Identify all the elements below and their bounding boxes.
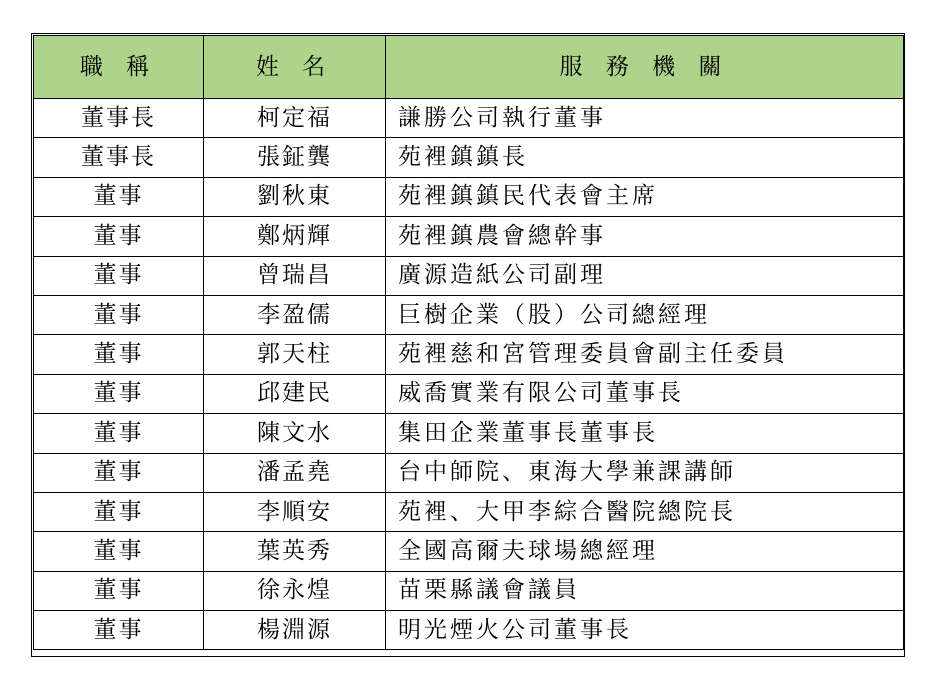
cell-name: 潘孟堯 <box>204 453 386 492</box>
cell-org: 全國高爾夫球場總經理 <box>386 532 904 571</box>
cell-title: 董事 <box>34 611 204 650</box>
cell-org: 苑裡、大甲李綜合醫院總院長 <box>386 492 904 531</box>
cell-title: 董事 <box>34 217 204 256</box>
cell-org: 威喬實業有限公司董事長 <box>386 374 904 413</box>
cell-name: 陳文水 <box>204 414 386 453</box>
cell-org: 明光煙火公司董事長 <box>386 611 904 650</box>
cell-org: 台中師院、東海大學兼課講師 <box>386 453 904 492</box>
cell-org: 苑裡鎮鎮民代表會主席 <box>386 177 904 216</box>
cell-name: 葉英秀 <box>204 532 386 571</box>
table-row <box>34 374 904 413</box>
cell-org: 苑裡鎮農會總幹事 <box>386 217 904 256</box>
cell-name: 李盈儒 <box>204 295 386 334</box>
header-title: 職 稱 <box>34 36 204 99</box>
table-row <box>34 335 904 374</box>
cell-name: 曾瑞昌 <box>204 256 386 295</box>
header-org: 服 務 機 關 <box>386 36 904 99</box>
cell-name: 郭天柱 <box>204 335 386 374</box>
cell-title: 董事長 <box>34 138 204 177</box>
cell-name: 楊淵源 <box>204 611 386 650</box>
cell-name: 張鉦龔 <box>204 138 386 177</box>
cell-name: 鄭炳輝 <box>204 217 386 256</box>
cell-org: 苑裡鎮鎮長 <box>386 138 904 177</box>
cell-title: 董事 <box>34 414 204 453</box>
table-row <box>34 492 904 531</box>
table-body <box>34 99 904 650</box>
cell-name: 劉秋東 <box>204 177 386 216</box>
table-row <box>34 138 904 177</box>
cell-title: 董事 <box>34 532 204 571</box>
cell-title: 董事 <box>34 374 204 413</box>
cell-org: 巨樹企業（股）公司總經理 <box>386 295 904 334</box>
board-members-table-container <box>33 35 903 650</box>
table-row <box>34 295 904 334</box>
cell-name: 徐永煌 <box>204 571 386 610</box>
cell-org: 苗栗縣議會議員 <box>386 571 904 610</box>
cell-name: 柯定福 <box>204 99 386 138</box>
table-row <box>34 177 904 216</box>
cell-org: 謙勝公司執行董事 <box>386 99 904 138</box>
cell-title: 董事 <box>34 295 204 334</box>
table-row <box>34 532 904 571</box>
cell-title: 董事 <box>34 335 204 374</box>
cell-title: 董事 <box>34 453 204 492</box>
board-members-table <box>33 35 904 650</box>
table-row <box>34 611 904 650</box>
cell-title: 董事 <box>34 177 204 216</box>
header-row <box>34 36 904 99</box>
table-row <box>34 414 904 453</box>
cell-name: 李順安 <box>204 492 386 531</box>
cell-title: 董事 <box>34 571 204 610</box>
cell-title: 董事 <box>34 492 204 531</box>
cell-name: 邱建民 <box>204 374 386 413</box>
cell-org: 苑裡慈和宮管理委員會副主任委員 <box>386 335 904 374</box>
cell-title: 董事 <box>34 256 204 295</box>
table-row <box>34 99 904 138</box>
cell-org: 集田企業董事長董事長 <box>386 414 904 453</box>
table-header <box>34 36 904 99</box>
table-row <box>34 571 904 610</box>
table-row <box>34 217 904 256</box>
cell-org: 廣源造紙公司副理 <box>386 256 904 295</box>
header-name: 姓 名 <box>204 36 386 99</box>
cell-title: 董事長 <box>34 99 204 138</box>
table-row <box>34 453 904 492</box>
table-row <box>34 256 904 295</box>
